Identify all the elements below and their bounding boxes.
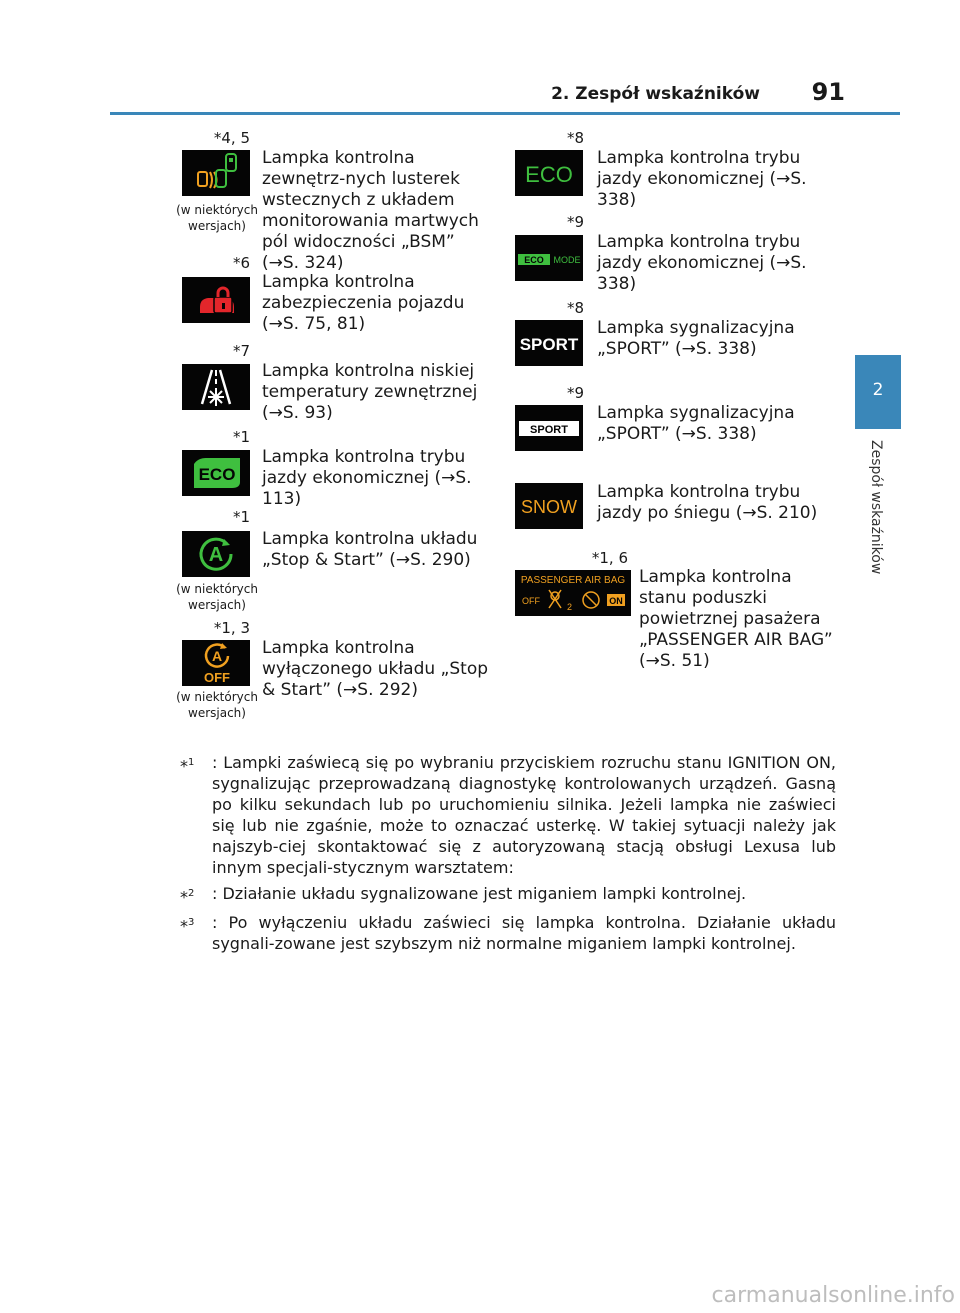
item-description: Lampka kontrolna zabezpieczenia pojazdu (→S. 75, 81) bbox=[262, 272, 465, 334]
footnote-mark: *$^1$ bbox=[180, 756, 195, 776]
sport-mode-indicator-icon bbox=[515, 405, 583, 451]
svg-text:OFF: OFF bbox=[204, 670, 230, 685]
svg-text:2: 2 bbox=[567, 602, 573, 612]
variant-note: (w niektórych wersjach) bbox=[176, 582, 258, 612]
footnote bbox=[180, 752, 836, 878]
eco-mode-icon bbox=[515, 150, 583, 196]
svg-text:MODE: MODE bbox=[553, 255, 581, 265]
footnotes bbox=[180, 752, 836, 959]
item-note: *8 bbox=[566, 299, 584, 317]
footnote-text: : Działanie układu sygnalizowane jest miganiem lampki kontrolnej. bbox=[212, 884, 747, 903]
svg-text:ON: ON bbox=[609, 596, 623, 606]
svg-text:OFF: OFF bbox=[522, 596, 540, 606]
snow-mode-icon bbox=[515, 483, 583, 529]
variant-note: (w niektórych wersjach) bbox=[176, 203, 258, 233]
svg-text:ECO: ECO bbox=[525, 162, 573, 187]
stop-start-icon bbox=[182, 531, 250, 577]
road-ice-icon bbox=[182, 364, 250, 410]
watermark-text[interactable]: carmanualsonline.info bbox=[711, 1283, 955, 1308]
item-note: *9 bbox=[566, 384, 584, 402]
svg-text:SPORT: SPORT bbox=[519, 335, 579, 354]
svg-text:A: A bbox=[211, 648, 223, 664]
item-description: Lampka sygnalizacyjna „SPORT” (→S. 338) bbox=[597, 318, 795, 359]
chapter-title: 2. Zespół wskaźników bbox=[551, 84, 760, 104]
svg-text:PASSENGER AIR BAG: PASSENGER AIR BAG bbox=[520, 575, 626, 586]
variant-note: (w niektórych wersjach) bbox=[176, 690, 258, 720]
footnote-mark: *$^3$ bbox=[180, 916, 195, 936]
item-description: Lampka kontrolna układu „Stop & Start” (→S. 290) bbox=[262, 529, 478, 570]
side-tab-number: 2 bbox=[872, 380, 884, 400]
bsm-indicator-icon bbox=[182, 150, 250, 196]
item-note: *1, 6 bbox=[591, 549, 628, 567]
footnote-mark: *$^2$ bbox=[180, 887, 195, 907]
eco-indicator-icon bbox=[182, 450, 250, 496]
item-note: *9 bbox=[566, 213, 584, 231]
item-description: Lampka kontrolna wyłączonego układu „Stop & Start” (→S. 292) bbox=[262, 638, 489, 700]
header-rule bbox=[110, 112, 900, 115]
item-description: Lampka kontrolna niskiej temperatury zewnętrznej (→S. 93) bbox=[262, 361, 478, 423]
item-description: Lampka kontrolna trybu jazdy po śniegu (→S. 210) bbox=[597, 482, 818, 523]
stop-start-off-icon bbox=[182, 640, 250, 686]
item-description: Lampka kontrolna trybu jazdy ekonomicznej (→S. 113) bbox=[262, 447, 472, 509]
item-description: Lampka kontrolna zewnętrz-nych lusterek wstecznych z układem monitorowania martwych pól widoczności „BSM” (→S. 324) bbox=[262, 148, 479, 273]
passenger-airbag-icon bbox=[515, 570, 631, 616]
side-tab-label: Zespół wskaźników bbox=[868, 440, 884, 575]
eco-mode-indicator-icon bbox=[515, 235, 583, 281]
item-description: Lampka kontrolna trybu jazdy ekonomicznej (→S. 338) bbox=[597, 148, 807, 210]
item-note: *7 bbox=[232, 342, 250, 360]
sport-indicator-icon bbox=[515, 320, 583, 366]
item-note: *1 bbox=[232, 508, 250, 526]
item-note: *8 bbox=[566, 129, 584, 147]
svg-text:ECO: ECO bbox=[524, 255, 544, 265]
item-description: Lampka kontrolna trybu jazdy ekonomicznej (→S. 338) bbox=[597, 232, 807, 294]
item-description: Lampka sygnalizacyjna „SPORT” (→S. 338) bbox=[597, 403, 795, 444]
page-number: 91 bbox=[811, 78, 845, 106]
security-lock-icon bbox=[182, 277, 250, 323]
svg-text:SNOW: SNOW bbox=[521, 497, 577, 517]
item-note: *1 bbox=[232, 428, 250, 446]
item-description: Lampka kontrolna stanu poduszki powietrznej pasażera „PASSENGER AIR BAG” (→S. 51) bbox=[639, 567, 833, 671]
footnote bbox=[180, 912, 836, 954]
svg-text:SPORT: SPORT bbox=[530, 424, 568, 436]
footnote bbox=[180, 883, 836, 907]
footnote-text: : Lampki zaświecą się po wybraniu przyciskiem rozruchu stanu IGNITION ON, sygnalizując przeprowadzaną diagnostykę kontrolowanych urządzeń. Gasną po kilku sekundach lub po uruchomieniu silnika. Jeżeli lampka nie zaświeci się lub nie zgaśnie, może to oznaczać usterkę. W takiej sytuacji należy jak najszyb-ciej skontaktować się z autoryzowaną stacją obsługi Lexusa lub innym specjali-stycznym warsztatem: bbox=[212, 753, 836, 877]
item-note: *4, 5 bbox=[213, 129, 250, 147]
footnote-text: : Po wyłączeniu układu zaświeci się lampka kontrolna. Działanie układu sygnali-zowane jest szybszym niż normalne miganiem lampki kontrolnej. bbox=[212, 913, 836, 954]
svg-text:ECO: ECO bbox=[198, 465, 236, 484]
item-note: *6 bbox=[232, 254, 250, 272]
svg-text:A: A bbox=[208, 544, 224, 566]
item-note: *1, 3 bbox=[213, 619, 250, 637]
